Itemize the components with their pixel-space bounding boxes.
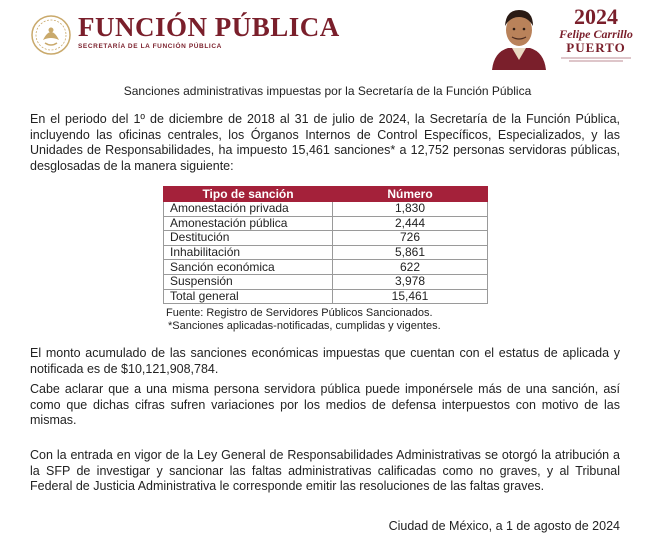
year-motto-decoration: [548, 56, 644, 65]
table-row: [164, 231, 488, 246]
column-header-number: Número: [333, 187, 488, 202]
portrait-illustration: [488, 4, 550, 70]
sanction-count-cell: 2,444: [333, 216, 488, 231]
sanction-type-cell: Inhabilitación: [164, 245, 333, 260]
total-label-cell: Total general: [164, 289, 333, 304]
year-honoree-surname: PUERTO: [566, 40, 626, 55]
total-count-cell: 15,461: [333, 289, 488, 304]
brand-title: FUNCIÓN PÚBLICA: [78, 12, 340, 42]
brand-subtitle: SECRETARÍA DE LA FUNCIÓN PÚBLICA: [78, 43, 222, 50]
page-header: [0, 0, 655, 80]
intro-paragraph: En el periodo del 1º de diciembre de 2018 al 31 de julio de 2024, la Secretaría de la Función Pública, incluyendo las oficinas centrales, los Órganos Internos de Control Específicos, Especializados, y las Unidades de Responsabilidades, ha impuesto 15,461 sanciones* a 12,752 personas servidoras públicas, desglosadas de la manera siguiente:: [30, 112, 620, 173]
sanction-type-cell: Amonestación privada: [164, 202, 333, 217]
table-row: [164, 274, 488, 289]
document-title: Sanciones administrativas impuestas por la Secretaría de la Función Pública: [123, 84, 532, 98]
sanction-count-cell: 1,830: [333, 202, 488, 217]
law-paragraph: Con la entrada en vigor de la Ley General de Responsabilidades Administrativas se otorgó la atribución a la SFP de investigar y sancionar las faltas administrativas calificadas como no graves, y al Tribunal Federal de Justicia Administrativa le corresponde emitir las resoluciones de las faltas graves.: [30, 448, 620, 493]
table-row: [164, 245, 488, 260]
sanction-count-cell: 3,978: [333, 274, 488, 289]
source-note: Fuente: Registro de Servidores Públicos Sancionados.: [166, 307, 433, 319]
table-row: [164, 216, 488, 231]
year-honoree-name: Felipe Carrillo: [559, 27, 633, 41]
sanction-count-cell: 5,861: [333, 245, 488, 260]
table-row: [164, 202, 488, 217]
sanction-count-cell: 726: [333, 231, 488, 246]
table-row: [164, 260, 488, 275]
brand-block: [78, 12, 340, 50]
table-header-row: [164, 187, 488, 202]
sanction-type-cell: Destitución: [164, 231, 333, 246]
sanction-type-cell: Suspensión: [164, 274, 333, 289]
amount-paragraph: El monto acumulado de las sanciones económicas impuestas que cuentan con el estatus de aplicada y notificada es de $10,121,908,784.: [30, 346, 620, 376]
asterisk-note: *Sanciones aplicadas-notificadas, cumplidas y vigentes.: [168, 320, 441, 332]
sanction-count-cell: 622: [333, 260, 488, 275]
table-total-row: [164, 289, 488, 304]
coat-of-arms-icon: [30, 14, 72, 56]
document-date: Ciudad de México, a 1 de agosto de 2024: [388, 519, 620, 533]
sanction-type-cell: Sanción económica: [164, 260, 333, 275]
clarification-paragraph: Cabe aclarar que a una misma persona servidora pública puede imponérsele más de una sanción, así como que dichas cifras sufren variaciones por los medios de defensa interpuestos con motivo de las mismas.: [30, 382, 620, 427]
column-header-type: Tipo de sanción: [164, 187, 333, 202]
commemorative-year-logo: [548, 6, 644, 65]
year-number: 2024: [574, 4, 618, 29]
sanctions-table: [163, 186, 488, 304]
sanction-type-cell: Amonestación pública: [164, 216, 333, 231]
